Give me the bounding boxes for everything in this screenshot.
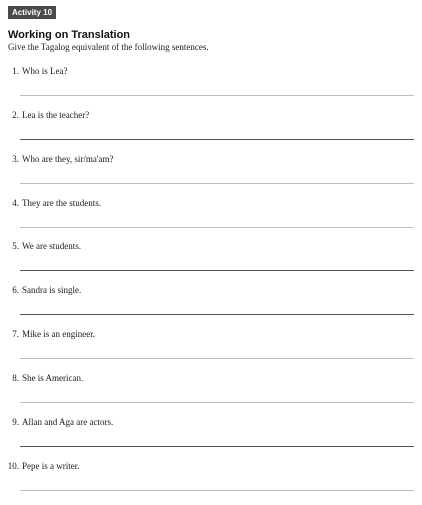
page-title: Working on Translation <box>8 29 131 41</box>
question-sentence: Who are they, sir/ma'am? <box>22 154 114 164</box>
question-item-9 <box>0 417 422 461</box>
question-number: 1. <box>12 66 19 76</box>
question-item-2 <box>0 110 422 154</box>
answer-line[interactable] <box>20 402 414 403</box>
question-number: 10. <box>7 461 19 471</box>
answer-line[interactable] <box>20 490 414 491</box>
answer-line[interactable] <box>20 139 414 140</box>
activity-badge: Activity 10 <box>8 6 56 19</box>
question-item-7 <box>0 329 422 373</box>
question-sentence: Mike is an engineer. <box>22 329 95 339</box>
question-number: 6. <box>12 285 19 295</box>
question-sentence: We are students. <box>22 241 82 251</box>
answer-line[interactable] <box>20 227 414 228</box>
question-item-8 <box>0 373 422 417</box>
question-item-5 <box>0 241 422 285</box>
question-item-6 <box>0 285 422 329</box>
question-sentence: Allan and Aga are actors. <box>22 417 114 427</box>
question-number: 7. <box>12 329 19 339</box>
question-sentence: They are the students. <box>22 198 101 208</box>
answer-line[interactable] <box>20 95 414 96</box>
question-number: 2. <box>12 110 19 120</box>
answer-line[interactable] <box>20 358 414 359</box>
question-number: 3. <box>12 154 19 164</box>
question-number: 8. <box>12 373 19 383</box>
question-sentence: Lea is the teacher? <box>22 110 90 120</box>
question-item-3 <box>0 154 422 198</box>
question-item-4 <box>0 198 422 242</box>
question-item-1 <box>0 66 422 110</box>
question-sentence: Pepe is a writer. <box>22 461 80 471</box>
question-item-10 <box>0 461 422 505</box>
answer-line[interactable] <box>20 183 414 184</box>
answer-line[interactable] <box>20 446 414 447</box>
question-sentence: Sandra is single. <box>22 285 82 295</box>
question-number: 4. <box>12 198 19 208</box>
instructions-text: Give the Tagalog equivalent of the following sentences. <box>8 42 209 52</box>
question-sentence: She is American. <box>22 373 84 383</box>
question-sentence: Who is Lea? <box>22 66 68 76</box>
answer-line[interactable] <box>20 314 414 315</box>
answer-line[interactable] <box>20 270 414 271</box>
question-number: 5. <box>12 241 19 251</box>
question-number: 9. <box>12 417 19 427</box>
